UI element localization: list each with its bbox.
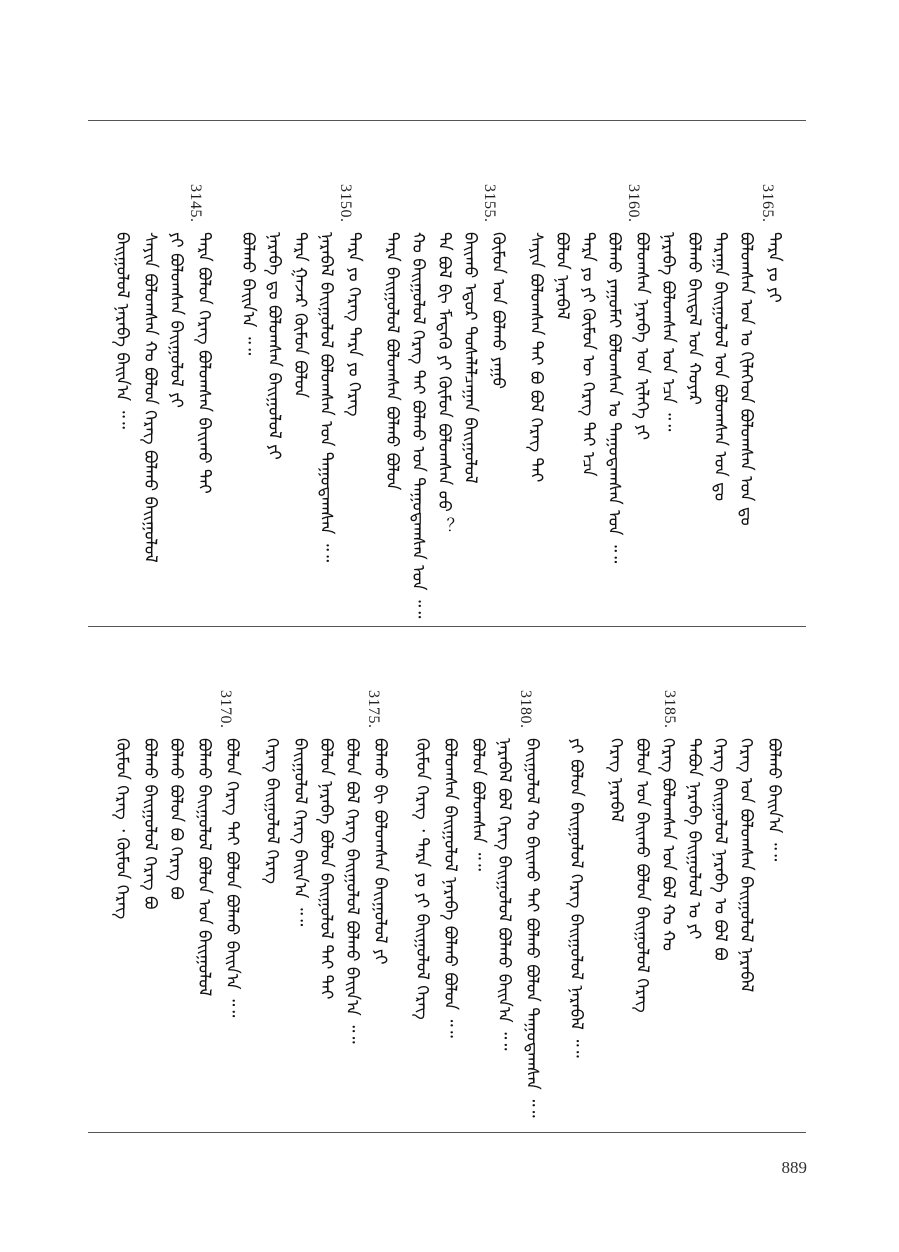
verse-line: ᠬᠡᠷᠡᠭ ᠤᠨ ᠪᠣᠯᠤᠭᠰᠠᠨ ᠪᠠᠢᠭᠤᠯᠤᠯ ᠨᠡᠷᠡᠪᠡᠯ xyxy=(736,738,756,993)
entry-number: 3170. xyxy=(217,690,234,729)
verse-line: ᠪᠣᠯᠬᠤ ᠪᠠᠢᠨ᠎ᠠ ᠃᠃ xyxy=(238,232,258,356)
entry-number: 3160. xyxy=(625,184,642,223)
verse-line: ᠬᠣ ᠪᠠᠢᠭᠤᠯᠤᠯ ᠬᠡᠷᠡᠭ ᠲᠡᠢ ᠪᠣᠯᠬᠤ ᠤᠨ ᠳᠠᠭᠤᠳᠠᠭᠰᠠᠨ ᠤᠨ ᠃᠃ xyxy=(408,232,428,619)
entry-number: 3185. xyxy=(661,690,678,729)
verse-line: ᠪᠣᠯᠤᠭᠰᠠᠨ ᠪᠠᠢᠭᠤᠯᠤᠯ ᠨᠡᠷᠡᠪᠡ ᠪᠣᠯᠬᠤ ᠪᠣᠯᠤᠨ ᠃᠃ xyxy=(440,738,460,1038)
verse-line: ᠬᠦᠮᠦᠨ ᠬᠡᠷᠡᠭ ᠂ ᠲᠡᠷᠡ ᠶᠤ ᠶᠢ ᠪᠠᠢᠭᠤᠯᠤᠯ ᠬᠡᠷᠡᠭ xyxy=(412,738,432,1020)
verse-line: ᠲᠡᠷᠡ ᠪᠠᠢᠭᠤᠯᠤᠯ ᠪᠣᠯᠤᠭᠰᠠᠨ ᠪᠣᠯᠬᠤ ᠪᠣᠯᠤᠨ xyxy=(382,232,402,491)
verse-line: ᠲᠡᠷᠡ ᠶᠤ ᠶᠢ ᠬᠦᠮᠦᠨ ᠦ ᠬᠡᠷᠡᠭ ᠲᠡᠢ ᠡᠴᠡ xyxy=(578,232,598,477)
verse-line: ᠪᠣᠯᠤᠨ ᠬᠡᠷᠡᠭ ᠲᠡᠢ ᠪᠣᠯᠤᠨ ᠪᠣᠯᠬᠤ ᠪᠠᠢᠨ᠎ᠠ ᠃᠃ xyxy=(222,738,242,1018)
verse-line: ᠪᠣᠯᠬᠤ ᠶᠠᠭᠤᠮᠠᠢ ᠪᠣᠯᠤᠭᠰᠠᠨ ᠤ ᠳᠠᠭᠤᠳᠠᠭᠰᠠᠨ ᠤᠨ ᠃᠃ xyxy=(604,232,624,564)
verse-line: ᠪᠠᠢᠭᠤᠯᠤᠯ ᠨᠡᠷᠡᠪᠡ ᠪᠠᠢᠨ᠎ᠠ ᠃᠃ xyxy=(112,232,132,429)
verse-line: ᠪᠣᠯᠤᠨ ᠨᠡᠷᠡᠪᠡᠯ xyxy=(552,232,572,320)
verse-line: ᠪᠣᠯᠬᠤ ᠪᠠᠢᠭᠤᠯᠤᠯ ᠪᠣᠯᠤᠨ ᠤᠨ ᠪᠠᠢᠭᠤᠯᠤᠯ xyxy=(194,738,214,997)
verse-line: ᠲᠡᠷᠡ ᠭᠠᠵᠠᠷ ᠬᠦᠮᠦᠨ ᠪᠣᠯᠤᠨ xyxy=(290,232,310,398)
entry-number: 3165. xyxy=(759,184,776,223)
verse-line: ᠪᠣᠯᠬᠤ ᠪᠠᠢᠭᠤᠯᠤᠯ ᠬᠡᠷᠡᠭ ᠪᠤ xyxy=(140,738,160,910)
verse-line: ᠬᠡᠷᠡᠭ ᠪᠣᠯᠤᠭᠰᠠᠨ ᠤᠨ ᠪᠣᠯ ᠬᠣ ᠬᠣ xyxy=(658,738,678,952)
verse-line: ᠳᠠᠷᠠᠭᠠ ᠪᠠᠢᠭᠤᠯᠤᠯ ᠤᠨ ᠪᠣᠯᠤᠭᠰᠠᠨ ᠤᠨ ᠳᠤ xyxy=(710,232,730,502)
verse-line: ᠲᠡᠷᠡ ᠪᠣᠯᠤᠨ ᠬᠡᠷᠡᠭ ᠪᠣᠯᠤᠭᠰᠠᠨ ᠪᠠᠢᠬᠤ ᠲᠡᠢ xyxy=(194,232,214,494)
verse-line: ᠬᠡᠷᠡᠭ ᠪᠠᠢᠭᠤᠯᠤᠯ ᠨᠡᠷᠡᠪᠡ ᠤ ᠪᠣᠯ ᠪᠤ xyxy=(710,738,730,961)
verse-line: ᠪᠣᠯᠬᠤ ᠪᠣᠯᠤᠨ ᠪᠤ ᠬᠡᠷᠡᠭ ᠪᠤ xyxy=(166,738,186,900)
verse-line: ᠲᠡᠷᠡ ᠶᠤ ᠬᠡᠷᠡᠭ ᠲᠡᠷᠡ ᠶᠤ ᠬᠡᠷᠡᠭ xyxy=(344,232,364,417)
middle-rule xyxy=(88,626,806,627)
verse-line: ᠨᠡᠷᠡᠪᠡᠯ ᠪᠣᠯ ᠬᠡᠷᠡᠭ ᠪᠠᠢᠭᠤᠯᠤᠯ ᠪᠣᠯᠬᠤ ᠪᠠᠢᠨ᠎ᠠ ᠃᠃ xyxy=(494,738,514,1051)
verse-line: ᠪᠣᠯᠬᠤ ᠪᠢ ᠪᠣᠯᠤᠭᠰᠠᠨ ᠪᠠᠢᠭᠤᠯᠤᠯ ᠶᠢ xyxy=(370,738,390,965)
verse-line: ᠰᠠᠶᠢᠨ ᠪᠣᠯᠤᠭᠰᠠᠨ ᠲᠠᠢ ᠪᠤ ᠪᠣᠯ ᠬᠡᠷᠡᠭ ᠲᠡᠢ xyxy=(526,232,546,483)
verse-line: ᠪᠣᠯᠤᠭᠰᠠᠨ ᠤᠨ ᠤ ᠬᠢᠯᠡᠭᠡᠳ ᠪᠣᠯᠤᠭᠰᠠᠨ ᠤᠨ ᠳᠤ xyxy=(736,232,756,526)
entry-number: 3155. xyxy=(481,184,498,223)
verse-line: ᠪᠣᠯᠤᠭᠰᠠᠨ ᠨᠡᠷᠡᠪᠡ ᠤᠨ ᠢᠯᠡᠭᠡ ᠶᠢ xyxy=(632,232,652,441)
verse-line: ᠬᠡᠷᠡᠭ ᠪᠠᠢᠭᠤᠯᠤᠯ ᠬᠡᠷᠡᠭ xyxy=(262,738,282,884)
entry-number: 3145. xyxy=(187,184,204,223)
verse-line: ᠪᠠᠢᠭᠤᠯᠤᠯ ᠬᠣ ᠪᠠᠢᠬᠤ ᠲᠡᠢ ᠪᠣᠯᠬᠤ ᠪᠣᠯᠤᠨ ᠳᠠᠭᠤᠳᠠᠭᠰᠠᠨ ᠃᠃ xyxy=(522,738,542,1118)
entry-number: 3175. xyxy=(365,690,382,729)
verse-line: ᠨᠡᠷᠡᠪᠡᠯ ᠪᠠᠢᠭᠤᠯᠤᠯ ᠪᠣᠯᠤᠭᠰᠠᠨ ᠤᠨ ᠳᠠᠭᠤᠳᠠᠭᠰᠠᠨ ᠃᠃ xyxy=(316,232,336,563)
page-number: 889 xyxy=(781,1158,807,1177)
verse-line: ᠬᠦᠮᠦᠨ ᠬᠡᠷᠡᠭ ᠂ ᠬᠦᠮᠦᠨ ᠬᠡᠷᠡᠭ xyxy=(112,738,132,920)
top-rule xyxy=(88,120,806,121)
verse-line: ᠪᠣᠯᠤᠨ ᠤᠨ ᠪᠠᠢᠬᠤ ᠪᠣᠯᠤᠨ ᠪᠠᠢᠭᠤᠯᠤᠯ ᠬᠡᠷᠡᠭ xyxy=(632,738,652,1013)
verse-line: ᠲᠡᠷᠡ ᠶᠤ ᠶᠢ xyxy=(764,232,784,303)
verse-line: ᠨᠡᠷᠡᠪᠡ ᠳᠤ ᠪᠣᠯᠤᠭᠰᠠᠨ ᠪᠠᠢᠭᠤᠯᠤᠯ ᠶᠢ xyxy=(264,232,284,460)
verse-line: ᠲᠠᠪᠤᠨ ᠨᠡᠷᠡᠪᠡ ᠪᠠᠢᠭᠤᠯᠤᠯ ᠤ ᠶᠢ xyxy=(684,738,704,940)
entry-number: 3150. xyxy=(337,184,354,223)
verse-line: ᠨᠡᠷᠡᠪᠡ ᠪᠣᠯᠤᠭᠰᠠᠨ ᠤᠨ ᠡᠴᠡ ᠃᠃ xyxy=(658,232,678,432)
verse-line: ᠪᠣᠯᠬᠤ ᠪᠠᠢᠳᠠᠯ ᠤᠨ ᠬᠣᠶᠠᠷ xyxy=(684,232,704,405)
verse-line: ᠪᠣᠯᠤᠨ ᠨᠡᠷᠡᠪᠡ ᠪᠣᠯᠤᠨ ᠪᠠᠢᠭᠤᠯᠤᠯ ᠲᠡᠢ ᠲᠡᠢ xyxy=(316,738,336,1000)
verse-line: ᠶᠢ ᠪᠣᠯᠤᠨ ᠪᠠᠢᠭᠤᠯᠤᠯ ᠬᠡᠷᠡᠭ ᠪᠠᠢᠭᠤᠯᠤᠯ ᠨᠡᠷᠡᠪᠡᠯ ᠃᠃ xyxy=(566,738,586,1058)
bottom-rule xyxy=(88,1132,806,1133)
verse-line: ᠪᠠᠢᠬᠤ ᠡᠳᠦᠷ ᠲᠤᠰᠠᠯᠠᠯᠴᠠᠭᠠᠨ ᠪᠠᠢᠭᠤᠯᠤᠯ xyxy=(460,232,480,484)
verse-line: ᠬᠦᠮᠦᠨ ᠤᠨ ᠪᠣᠯᠬᠤ ᠶᠠᠭᠤ xyxy=(488,232,508,390)
verse-line: ᠲᠠ ᠪᠣᠯ ᠪᠢ ᠮᠡᠳᠡᠬᠦ ᠶᠢ ᠬᠦᠮᠦᠨ ᠪᠣᠯᠤᠭᠰᠠᠨ ᠤᠤ ？ xyxy=(434,232,454,535)
verse-line: ᠬᠡᠷᠡᠭ ᠨᠡᠷᠡᠪᠡᠯ xyxy=(606,738,626,823)
verse-line: ᠪᠣᠯᠤᠨ ᠪᠣᠯᠤᠭᠰᠠᠨ ᠃᠃ xyxy=(468,738,488,871)
verse-line: ᠶᠢ ᠪᠣᠯᠤᠭᠰᠠᠨ ᠪᠠᠢᠭᠤᠯᠤᠯ ᠶᠢ xyxy=(166,232,186,408)
entry-number: 3180. xyxy=(517,690,534,729)
verse-line: ᠪᠣᠯᠬᠤ ᠪᠠᠢᠨ᠎ᠠ ᠃᠃ xyxy=(764,738,784,862)
verse-line: ᠪᠣᠯᠤᠨ ᠪᠣᠯ ᠬᠡᠷᠡᠭ ᠪᠠᠢᠭᠤᠯᠤᠯ ᠪᠣᠯᠬᠤ ᠪᠠᠢᠨ᠎ᠠ ᠃᠃ xyxy=(342,738,362,1044)
verse-line: ᠰᠠᠶᠢᠨ ᠪᠣᠯᠤᠭᠰᠠᠨ ᠬᠣ ᠪᠣᠯᠤᠨ ᠬᠡᠷᠡᠭ ᠪᠣᠯᠬᠤ ᠪᠠᠢᠭᠤᠯᠤᠯ xyxy=(140,232,160,563)
verse-line: ᠪᠠᠢᠭᠤᠯᠤᠯ ᠬᠡᠷᠡᠭ ᠪᠠᠢᠨ᠎ᠠ ᠃᠃ xyxy=(290,738,310,927)
